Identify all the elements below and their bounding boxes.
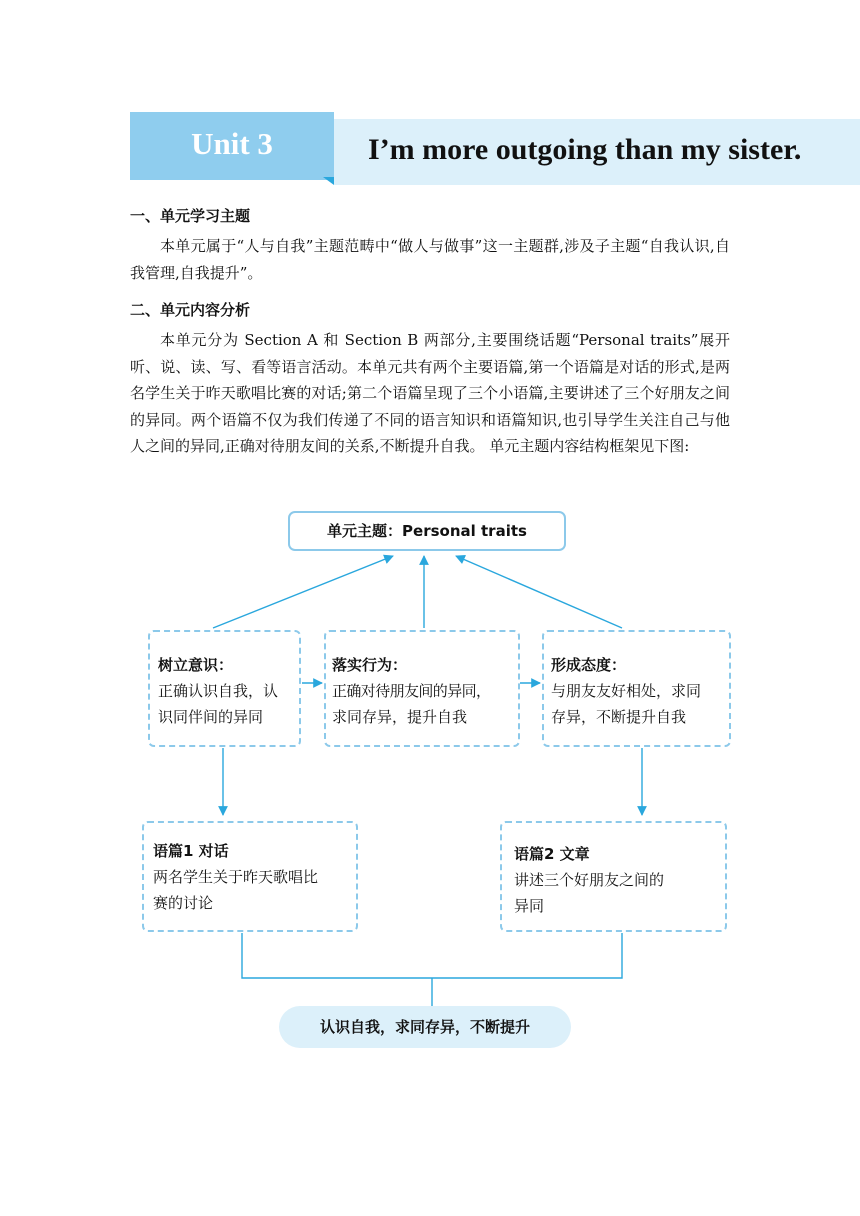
attitude-line2: 存异，不断提升自我 <box>551 708 687 726</box>
bracket-texts-to-conclusion <box>242 933 622 978</box>
unit-topic-box: 单元主题：Personal traits <box>288 511 566 551</box>
awareness-line2: 识同伴间的异同 <box>158 708 264 726</box>
text2-title: 语篇2 文章 <box>514 845 590 863</box>
section1-body: 本单元属于“人与自我”主题范畴中“做人与做事”这一主题群,涉及子主题“自我认识,自我管理,自我提升”。 <box>130 237 730 282</box>
section1-heading: 一、单元学习主题 <box>130 207 251 225</box>
awareness-line1: 正确认识自我，认 <box>158 682 279 700</box>
action-box <box>324 630 520 747</box>
text1-line2: 赛的讨论 <box>153 894 214 912</box>
text2-box <box>500 821 727 932</box>
arrow-box1-to-topic <box>213 556 393 628</box>
text1-title: 语篇1 对话 <box>153 842 229 860</box>
text1-box <box>142 821 358 932</box>
section2-heading: 二、单元内容分析 <box>130 301 251 319</box>
action-line2: 求同存异，提升自我 <box>332 708 468 726</box>
action-title: 落实行为： <box>332 656 408 674</box>
action-line1: 正确对待朋友间的异同， <box>332 682 491 700</box>
text2-line1: 讲述三个好朋友之间的 <box>514 871 665 889</box>
awareness-title: 树立意识： <box>158 656 234 674</box>
awareness-box <box>148 630 301 747</box>
section2-body: 本单元分为 Section A 和 Section B 两部分,主要围绕话题“Personal traits”展开听、说、读、写、看等语言活动。本单元共有两个主要语篇,第一个语篇是对话的形式,是两名学生关于昨天歌唱比赛的对话;第二个语篇呈现了三个小语篇,主要讲述了三个好朋友之间的异同。两个语篇不仅为我们传递了不同的语言知识和语篇知识,也引导学生关注自己与他人之间的异同,正确对待朋友间的关系,不断提升自我。 单元主题内容结构框架见下图: <box>130 331 730 455</box>
unit-label: Unit 3 <box>191 126 273 161</box>
arrow-box3-to-topic <box>456 556 622 628</box>
conclusion-pill: 认识自我，求同存异，不断提升 <box>279 1006 571 1048</box>
attitude-title: 形成态度： <box>551 656 627 674</box>
attitude-box <box>542 630 731 747</box>
text2-line2: 异同 <box>514 897 545 915</box>
unit-title: I’m more outgoing than my sister. <box>368 133 802 166</box>
text1-line1: 两名学生关于昨天歌唱比 <box>153 868 319 886</box>
attitude-line1: 与朋友友好相处，求同 <box>551 682 702 700</box>
